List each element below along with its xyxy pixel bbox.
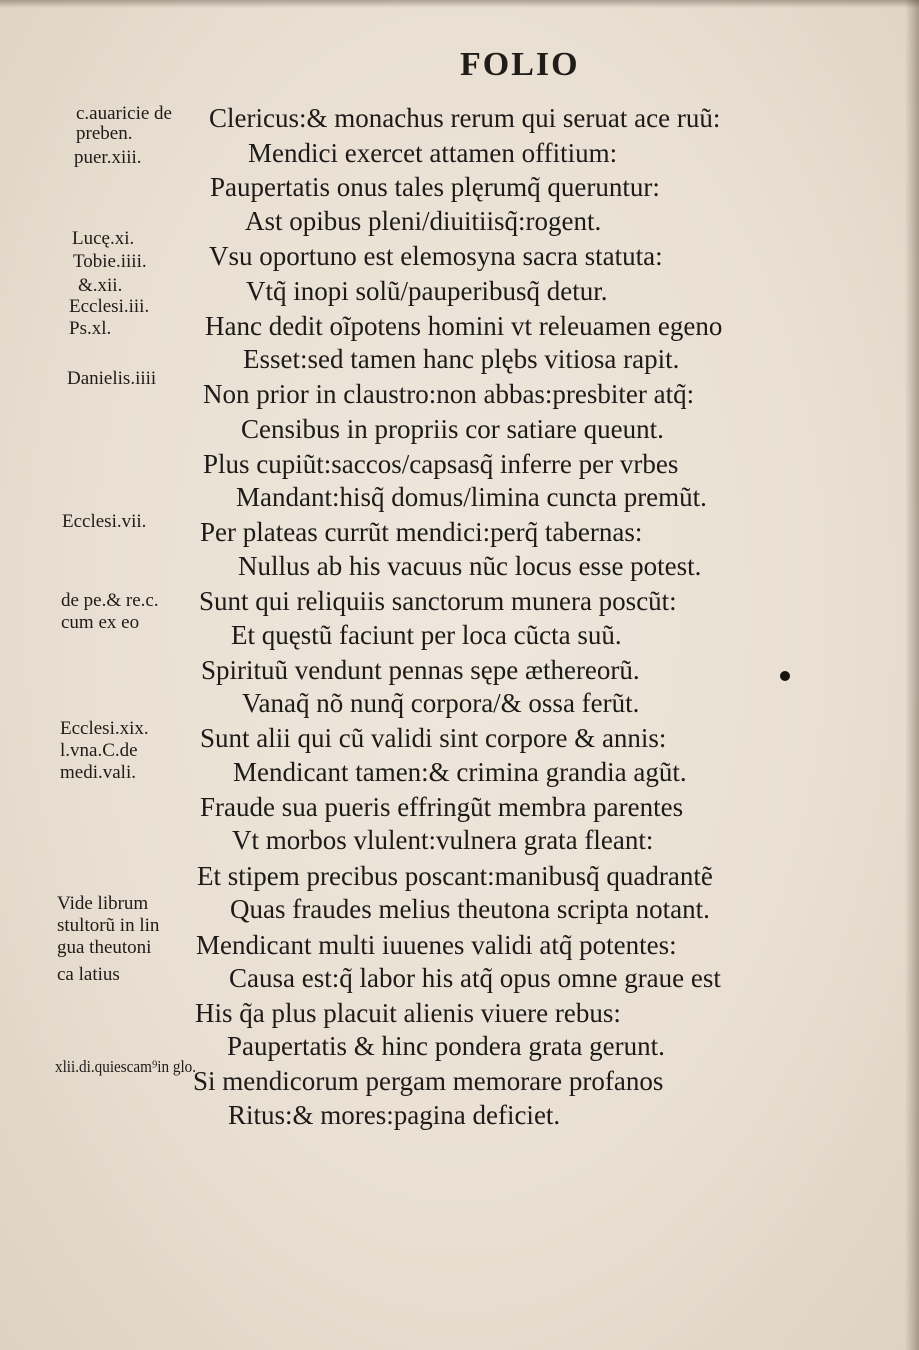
verse-line: Paupertatis & hinc pondera grata gerunt. [227,1031,665,1061]
verse-line: Causa est:q̃ labor his atq̃ opus omne graue est [229,963,721,993]
verse-line: Nullus ab his vacuus nũc locus esse potest. [238,551,702,581]
verse-line: Vtq̃ inopi solũ/pauperibusq̃ detur. [246,276,608,306]
margin-note: preben. [76,123,133,144]
margin-note: Ecclesi.vii. [62,511,147,532]
margin-note: l.vna.C.de [60,740,138,761]
verse-line: Mandant:hisq̃ domus/limina cuncta premũt. [236,482,707,512]
verse-line: Paupertatis onus tales plęrumq̃ queruntur: [210,172,660,202]
margin-note: Vide librum [57,893,149,914]
margin-note: Ecclesi.iii. [69,296,150,317]
verse-line: Ritus:& mores:pagina deficiet. [228,1100,561,1130]
ink-blot [780,671,790,681]
verse-line: Si mendicorum pergam memorare profanos [193,1066,664,1096]
verse-line: Sunt alii qui cũ validi sint corpore & annis: [200,723,667,753]
verse-line: Vanaq̃ nõ nunq̃ corpora/& ossa ferũt. [242,688,640,718]
verse-line: Mendicant tamen:& crimina grandia agũt. [233,757,687,787]
margin-note: puer.xiii. [74,147,142,168]
verse-line: Clericus:& monachus rerum qui seruat ace ruũ: [209,103,721,133]
verse-line: Non prior in claustro:non abbas:presbiter atq̃: [203,379,695,409]
verse-line: Per plateas currũt mendici:perq̃ tabernas: [200,517,643,547]
verse-line: Vsu oportuno est elemosyna sacra statuta: [209,241,663,271]
margin-note: medi.vali. [60,762,136,783]
verse-line: Quas fraudes melius theutona scripta notant. [230,894,710,924]
verse-line: Censibus in propriis cor satiare queunt. [241,414,664,444]
verse-line: Plus cupiũt:saccos/capsasq̃ inferre per vrbes [203,449,679,479]
verse-line: His q̃a plus placuit alienis viuere rebus: [195,998,621,1028]
verse-line: Mendicant multi iuuenes validi atq̃ potentes: [196,930,677,960]
margin-note: &.xii. [78,275,123,296]
margin-note: cum ex eo [61,612,140,633]
margin-note: Danielis.iiii [67,368,157,389]
verse-line: Esset:sed tamen hanc plębs vitiosa rapit. [243,344,680,374]
verse-line: Et quęstũ faciunt per loca cũcta suũ. [231,620,622,650]
verse-line: Mendici exercet attamen offitium: [248,138,618,168]
margin-note: gua theutoni [57,937,152,958]
margin-note: de pe.& re.c. [61,590,159,611]
margin-note: ca latius [57,964,120,985]
verse-line: Ast opibus pleni/diuitiisq̃:rogent. [245,206,602,236]
margin-note: xlii.di.quiescam⁹in glo. [55,1057,197,1076]
verse-line: Vt morbos vlulent:vulnera grata fleant: [232,825,654,855]
page-right-shadow [905,0,919,1350]
margin-note: Lucę.xi. [72,228,135,249]
verse-line: Sunt qui reliquiis sanctorum munera poscũt: [199,586,677,616]
verse-line: Hanc dedit oĩpotens homini vt releuamen egeno [205,311,723,341]
margin-note: Tobie.iiii. [73,251,147,272]
verse-line: Spirituũ vendunt pennas sępe æthereorũ. [201,655,640,685]
page-top-shadow [0,0,919,8]
margin-note: Ps.xl. [69,318,112,339]
margin-note: stultorũ in lin [57,915,160,936]
folio-heading: FOLIO [460,46,580,83]
margin-note: c.auaricie de [76,103,172,124]
verse-line: Fraude sua pueris effringũt membra parentes [200,792,684,822]
margin-note: Ecclesi.xix. [60,718,149,739]
verse-line: Et stipem precibus poscant:manibusq̃ quadrantẽ [197,861,713,891]
